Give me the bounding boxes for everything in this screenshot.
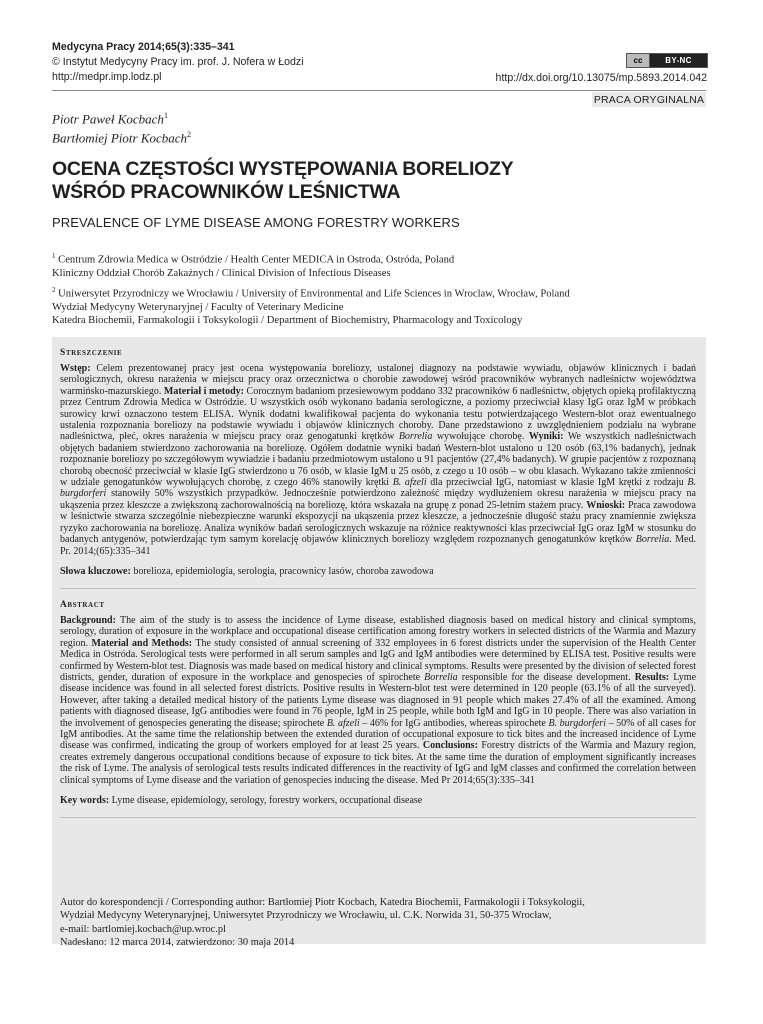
- affiliations: [52, 250, 712, 331]
- section-divider: [60, 817, 696, 818]
- journal-url-link[interactable]: http://medpr.imp.lodz.pl: [52, 71, 162, 83]
- cc-icon: cc: [627, 54, 650, 67]
- header-divider: [52, 90, 706, 91]
- doi-link[interactable]: http://dx.doi.org/10.13075/mp.5893.2014.042: [495, 72, 707, 84]
- streszczenie-text: Wstęp: Celem prezentowanej pracy jest ocena występowania boreliozy, ustalonej diagnozy na podstawie wywiadu, objawów klinicznych i badań serologicznych, okresu narażenia w miejscu pracy oraz orzecznictwa o chorobie zawodowej wśród pracowników wybranych nadleśnictw województwa warmińsko-mazurskiego. Materiał i metody: Corocznym badaniom przesiewowym poddano 332 pracowników 6 nadleśnictw, objętych opieką profilaktyczną przez Centrum Zdrowia Medica w Ostródzie. U wszystkich osób wykonano badania serologiczne, a poziomy przeciwciał klasy IgG oraz IgM w próbkach surowicy krwi oznaczono testem ELISA. Wynik dodatni kwalifikował pacjenta do wykonania testu potwierdzającego Western-blot oraz ewentualnego ustalenia rozpoznania boreliozy na podstawie wywiadu i objawów klinicznych choroby. Dane przedstawiono z uwzględnieniem podziału na wybrane nadleśnictwa, płeć, okres narażenia w miejscu pracy oraz genogatunki krętków Borrelia wywołujące chorobę. Wyniki: We wszystkich nadleśnictwach objętych badaniem stwierdzono zachorowania na boreliozę. Ogółem dodatnie wyniki badań Western-blot ustalono u 120 osób (63,1% badanych), jednak rozpoznanie boreliozy po szczegółowym wywiadzie i badaniu przedmiotowym ustalono u 91 pacjentów (27,4% badanych). W grupie pacjentów z rozpoznaną chorobą obecność przeciwciał w klasie IgG stwierdzono u 76 osób, w klasie IgM u 25 osób, z czego u 10 osób – w obu klasach. Wykazano także zmienności w udziale genogatunków wywołujących chorobę, z czego 46% stanowiły krętki B. afzeli dla przeciwciał IgG, natomiast w klasie IgM krętki z rodzaju B. burgdorferi stanowiły 50% wszystkich przypadków. Jednocześnie potwierdzono zależność między wydłużeniem okresu narażenia w miejscu pracy na ukąszenia przez kleszcze a zwiększoną zachorowalnością na boreliozę, która wskazała na grupę z ponad 25-letnim stażem pracy. Wnioski: Praca zawodowa w leśnictwie stwarza szczególnie niebezpieczne warunki ekspozycji na ukąszenia przez kleszcze, a jednocześnie długość stażu pracy znamiennie zwiększa ryzyko zachorowania na boreliozę. Analiza wyników badań serologicznych wskazuje na różnice reaktywności klas przeciwciał IgG oraz IgM w stosunku do badanych antygenów, potwierdzając tym samym korelację objawów klinicznych boreliozy względem rozpoznanych genogatunków krętków Borrelia. Med. Pr. 2014;(65):335–341: [60, 363, 697, 557]
- article-title: [52, 158, 652, 204]
- affiliation-1: $^1$ Centrum Zdrowia Medica w Ostródzie / Health Center MEDICA in Ostroda, Ostróda, Poland Kliniczny Oddział Chorób Zakaźnych / Clinical Division of Infectious Diseases: [52, 252, 455, 279]
- correspondence-email[interactable]: e-mail: bartlomiej.kocbach@up.wroc.pl: [60, 923, 226, 935]
- correspondence-line-1: Autor do korespondencji / Corresponding author: Bartłomiej Piotr Kocbach, Katedra Biochemii, Farmakologii i Toksykologii,: [60, 897, 585, 908]
- abstract-box: [52, 337, 706, 944]
- author-list: [52, 108, 191, 147]
- affiliation-2: $^2$ Uniwersytet Przyrodniczy we Wrocławiu / University of Environmental and Life Sciences in Wroclaw, Wrocław, Poland Wydział Medycyny Weterynaryjnej / Faculty of Veterinary Medicine Katedra Biochemii, Farmakologii i Toksykologii / Department of Biochemistry, Pharmacology and Toxicology: [52, 285, 570, 326]
- title-line-1: OCENA CZĘSTOŚCI WYSTĘPOWANIA BORELIOZY: [52, 158, 514, 180]
- copyright-line: © Instytut Medycyny Pracy im. prof. J. Nofera w Łodzi: [52, 56, 304, 68]
- submission-dates: Nadesłano: 12 marca 2014, zatwierdzono: 30 maja 2014: [60, 937, 295, 949]
- cc-license-badge[interactable]: [626, 53, 708, 68]
- abstract-text: Background: The aim of the study is to assess the incidence of Lyme disease, established diagnosis based on medical history and clinical symptoms, serology, duration of exposure in the workplace and occupational disease certification among forestry workers in selected districts of the Warmia and Mazury region. Material and Methods: The study consisted of annual screening of 332 employees in 6 forest districts under the supervision of the Health Center Medica in Ostróda. Serological tests were performed in all serum samples and IgG and IgM antibodies were determined by ELISA test. Positive results were confirmed by Western-blot test. Diagnosis was made based on medical history and clinical symptoms. Results were presented by the division of selected forest districts, gender, duration of exposure in the workplace and genospecies of spirochete Borrelia responsible for the disease development. Results: Lyme disease incidence was found in all selected forest districts. Positive results in Western-blot test were determined in 120 people (63.1% of all the surveyed). However, after taking a detailed medical history of the patients Lyme disease was diagnosed in 91 people which makes 27.4% of all the examined. Among patients with diagnosed disease, IgG antibodies were found in 76 people, IgM in 25 people, while both IgM and IgG in 10 people. There was also variation in the involvement of genospecies generating the disease; spirochete B. afzeli – 46% for IgG antibodies, whereas spirochete B. burgdorferi – 50% of all cases for IgM antibodies. At the same time the relationship between the extended duration of occupational exposure to tick bites and the increased incidence of Lyme disease was confirmed, indicating the group of workers employed for at least 25 years. Conclusions: Forestry districts of the Warmia and Mazury region, creates extremely dangerous occupational conditions because of exposure to tick bites. At the same time the duration of employment significantly increases the risk of Lyme. The analysis of serological tests results indicated differences in the reactivity of IgG and IgM classes and confirmed the correlation between clinical symptoms of Lyme disease and the variation of genospecies inducing the disease. Med Pr 2014;65(3):335–341: [60, 614, 697, 786]
- streszczenie-heading: Streszczenie: [60, 348, 123, 358]
- author-2: Bartłomiej Piotr Kocbach$^2$: [52, 130, 192, 146]
- article-type-badge: PRACA ORYGINALNA: [593, 93, 705, 106]
- correspondence-block: [60, 896, 700, 950]
- slowa-kluczowe: Słowa kluczowe: borelioza, epidemiologia, serologia, pracownicy lasów, choroba zawodowa: [60, 565, 434, 577]
- correspondence-line-2: Wydział Medycyny Weterynaryjnej, Uniwersytet Przyrodniczy we Wrocławiu, ul. C.K. Norwida 31, 50-375 Wrocław,: [60, 910, 552, 922]
- key-words: Key words: Lyme disease, epidemiology, serology, forestry workers, occupational disease: [60, 795, 423, 806]
- journal-header: [52, 40, 304, 85]
- section-divider: [60, 588, 696, 589]
- journal-citation: Medycyna Pracy 2014;65(3):335–341: [52, 41, 235, 53]
- title-line-2: WŚRÓD PRACOWNIKÓW LEŚNICTWA: [52, 181, 401, 203]
- author-1: Piotr Paweł Kocbach$^1$: [52, 111, 168, 127]
- abstract-heading: Abstract: [60, 599, 105, 610]
- article-title-english: PREVALENCE OF LYME DISEASE AMONG FORESTRY WORKERS: [52, 215, 460, 230]
- license-label: BY-NC: [650, 54, 707, 67]
